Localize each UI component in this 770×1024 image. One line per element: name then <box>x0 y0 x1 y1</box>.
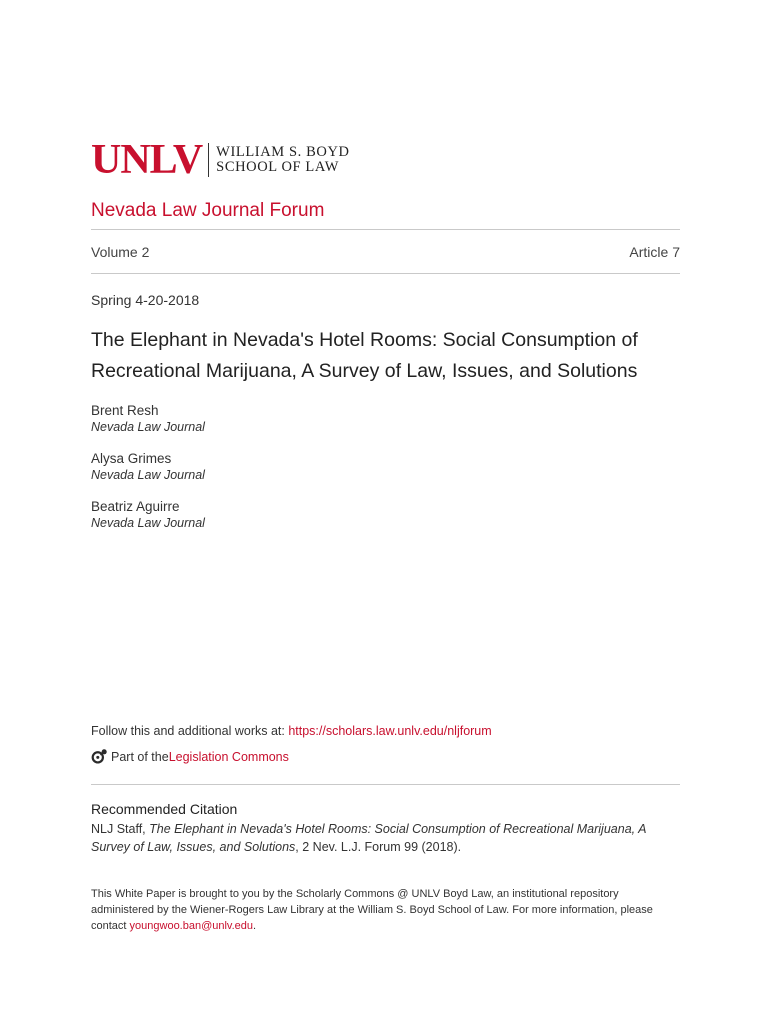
footer-note <box>91 886 681 934</box>
logo-divider <box>208 143 209 177</box>
article-label: Article 7 <box>629 244 680 260</box>
logo-wordmark <box>216 145 349 175</box>
repository-link[interactable]: https://scholars.law.unlv.edu/nljforum <box>288 724 492 738</box>
citation-prefix: NLJ Staff, <box>91 822 150 836</box>
follow-line <box>91 724 492 738</box>
logo-line-1: WILLIAM S. BOYD <box>216 144 350 160</box>
contact-email-link[interactable]: youngwoo.ban@unlv.edu <box>129 920 254 932</box>
commons-network-icon <box>91 748 108 765</box>
part-of-prefix: Part of the <box>111 749 169 764</box>
footer-end: . <box>253 920 257 932</box>
article-title: The Elephant in Nevada's Hotel Rooms: Social Consumption of Recreational Marijuana, A Survey of Law, Issues, and Solutions <box>91 329 638 382</box>
divider-middle <box>91 273 680 274</box>
divider-top <box>91 229 680 230</box>
author-entry <box>91 450 491 484</box>
logo-line-2: SCHOOL OF LAW <box>216 159 340 175</box>
citation-text <box>91 820 681 856</box>
author-affiliation: Nevada Law Journal <box>91 468 205 482</box>
footer-text: This White Paper is brought to you by the Scholarly Commons @ UNLV Boyd Law, an institutional repository administered by the Wiener-Rogers Law Library at the William S. Boyd School of Law. For more information, please contact <box>91 888 653 932</box>
citation-suffix: , 2 Nev. L.J. Forum 99 (2018). <box>295 840 462 854</box>
unlv-boyd-logo <box>91 137 350 183</box>
follow-prefix: Follow this and additional works at: <box>91 724 289 738</box>
legislation-commons-link[interactable]: Legislation Commons <box>168 749 289 764</box>
author-entry <box>91 402 491 436</box>
part-of-line <box>91 748 289 765</box>
author-entry <box>91 498 491 532</box>
publication-date: Spring 4-20-2018 <box>91 292 200 308</box>
divider-bottom <box>91 784 680 785</box>
author-name: Brent Resh <box>91 403 159 418</box>
journal-link[interactable]: Nevada Law Journal Forum <box>91 200 325 221</box>
citation-title: The Elephant in Nevada's Hotel Rooms: Social Consumption of Recreational Marijuana, A Survey of Law, Issues, and Solutions <box>91 822 646 854</box>
author-affiliation: Nevada Law Journal <box>91 420 205 434</box>
citation-heading: Recommended Citation <box>91 801 238 817</box>
author-name: Alysa Grimes <box>91 451 172 466</box>
logo-mark: UNLV <box>91 137 203 183</box>
volume-label: Volume 2 <box>91 244 150 260</box>
author-name: Beatriz Aguirre <box>91 499 180 514</box>
author-affiliation: Nevada Law Journal <box>91 516 205 530</box>
